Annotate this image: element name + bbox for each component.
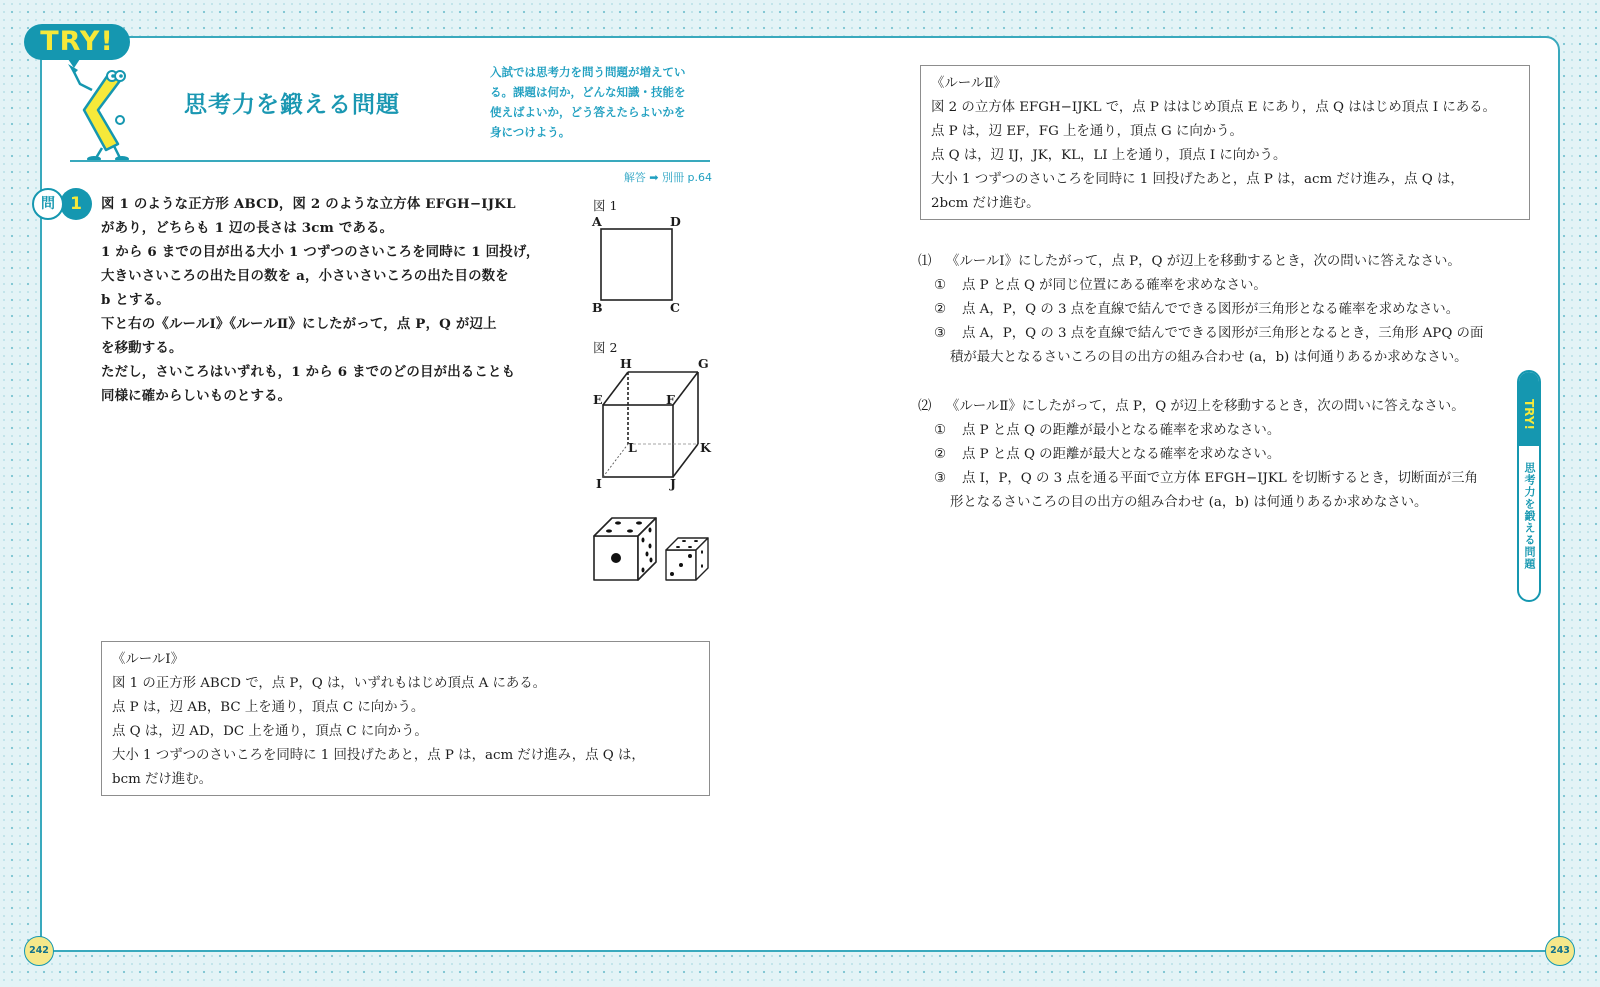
subquestion-text: 《ルールⅡ》にしたがって，点 P，Q が辺上を移動するとき，次の問いに答えなさい。 [946, 399, 1465, 414]
section-side-tab[interactable] [1517, 370, 1541, 602]
subquestion-marker: ⑵ [918, 399, 932, 414]
subquestion-1-item-3 [918, 322, 1536, 346]
answer-reference-link[interactable]: 解答 ➡ 別冊 p.64 [623, 171, 712, 184]
subquestion-1 [918, 250, 1536, 370]
question-line: 1 から 6 までの目が出る大小 1 つずつのさいころを同時に 1 回投げ， [101, 244, 540, 260]
rule-1-line: 大小 1 つずつのさいころを同時に 1 回投げたあと，点 P は，acm だけ進み，点 Q は， [112, 748, 645, 763]
question-body [101, 192, 551, 408]
vertex-c: C [670, 300, 680, 315]
item-text: 点 P と点 Q の距離が最小となる確率を求めなさい。 [962, 423, 1281, 438]
dice-pair-icon [592, 516, 714, 584]
subquestion-2-item-1 [918, 419, 1536, 443]
question-number-badge: 1 [60, 188, 92, 220]
subquestion-2-item-3-continued: 形となるさいころの目の出方の組み合わせ (a，b) は何通りあるか求めなさい。 [950, 495, 1428, 510]
subquestion-1-head [918, 250, 1536, 274]
vertex-g: G [698, 356, 709, 371]
subquestion-marker: ⑴ [918, 254, 932, 269]
subquestion-1-item-1 [918, 274, 1536, 298]
vertex-b: B [592, 300, 603, 315]
rule-1-box [101, 641, 710, 796]
vertex-h: H [620, 356, 632, 371]
item-text: 点 P と点 Q の距離が最大となる確率を求めなさい。 [962, 447, 1281, 462]
page-number-right: 243 [1545, 936, 1575, 966]
subquestion-2-head [918, 395, 1536, 419]
vertex-f: F [666, 392, 675, 407]
item-marker: ② [934, 447, 947, 462]
item-marker: ③ [934, 326, 947, 341]
question-line: 図 1 のような正方形 ABCD，図 2 のような立方体 EFGH−IJKL [101, 196, 516, 212]
mascot-icon [66, 64, 140, 162]
figure-2-label: 図 2 [593, 340, 618, 355]
square-abcd-figure [600, 228, 675, 303]
item-text: 点 A，P，Q の 3 点を直線で結んでできる図形が三角形となるとき，三角形 APQ の面 [962, 326, 1484, 341]
item-text: 点 I，P，Q の 3 点を通る平面で立方体 EFGH−IJKL を切断するとき，切断面が三角 [962, 471, 1478, 486]
question-label [32, 188, 92, 220]
intro-line: 使えばよいか，どう答えたらよいかを [490, 105, 686, 119]
item-marker: ① [934, 423, 947, 438]
intro-line: 身につけよう。 [490, 125, 571, 139]
item-text: 点 A，P，Q の 3 点を直線で結んでできる図形が三角形となる確率を求めなさい。 [962, 302, 1460, 317]
question-line: 大きいさいころの出た目の数を a，小さいさいころの出た目の数を [101, 268, 509, 284]
rule-1-line: 図 1 の正方形 ABCD で，点 P，Q は，いずれもはじめ頂点 A にある。 [112, 676, 547, 691]
rule-2-line: 大小 1 つずつのさいころを同時に 1 回投げたあと，点 P は，acm だけ進み，点 Q は， [931, 172, 1464, 187]
vertex-l: L [628, 440, 637, 455]
subquestion-1-item-3-continued: 積が最大となるさいころの目の出方の組み合わせ (a，b) は何通りあるか求めなさい。 [950, 350, 1468, 365]
side-tab-badge: TRY! [1519, 372, 1539, 446]
subquestion-2-item-3 [918, 467, 1536, 491]
item-text: 点 P と点 Q が同じ位置にある確率を求めなさい。 [962, 278, 1267, 293]
question-line: 同様に確からしいものとする。 [101, 388, 292, 404]
rule-2-box [920, 65, 1530, 220]
item-marker: ① [934, 278, 947, 293]
item-marker: ③ [934, 471, 947, 486]
rule-2-line: 点 P は，辺 EF，FG 上を通り，頂点 G に向かう。 [931, 124, 1243, 139]
vertex-k: K [700, 440, 711, 455]
vertex-d: D [670, 214, 681, 229]
page-number-left: 242 [24, 936, 54, 966]
vertex-a: A [592, 214, 602, 229]
cube-efgh-ijkl-figure [598, 368, 702, 482]
intro-line: る。課題は何か，どんな知識・技能を [490, 85, 686, 99]
rule-1-title: 《ルールⅠ》 [112, 652, 184, 667]
vertex-j: J [670, 476, 676, 491]
question-mark-badge: 問 [32, 188, 64, 220]
subquestion-2-item-2 [918, 443, 1536, 467]
rule-2-line: 図 2 の立方体 EFGH−IJKL で，点 P ははじめ頂点 E にあり，点 Q ははじめ頂点 I にある。 [931, 100, 1496, 115]
subquestion-2 [918, 395, 1536, 515]
rule-2-line: 点 Q は，辺 IJ，JK，KL，LI 上を通り，頂点 I に向かう。 [931, 148, 1287, 163]
intro-text [490, 62, 714, 142]
vertex-i: I [596, 476, 602, 491]
rule-1-line: 点 Q は，辺 AD，DC 上を通り，頂点 C に向かう。 [112, 724, 428, 739]
rule-1-line: bcm だけ進む。 [112, 772, 212, 787]
intro-line: 入試では思考力を問う問題が増えてい [490, 65, 686, 79]
question-line: ただし，さいころはいずれも，1 から 6 までのどの目が出ることも [101, 364, 516, 380]
subquestion-text: 《ルールⅠ》にしたがって，点 P，Q が辺上を移動するとき，次の問いに答えなさい。 [946, 254, 1461, 269]
item-marker: ② [934, 302, 947, 317]
question-line: b とする。 [101, 292, 170, 308]
header-divider [70, 160, 710, 162]
question-line: 下と右の《ルールⅠ》《ルールⅡ》にしたがって，点 P，Q が辺上 [101, 316, 497, 332]
rule-1-line: 点 P は，辺 AB，BC 上を通り，頂点 C に向かう。 [112, 700, 425, 715]
rule-2-line: 2bcm だけ進む。 [931, 196, 1040, 211]
rule-2-title: 《ルールⅡ》 [931, 76, 1007, 91]
side-tab-label: 思考力を鍛える問題 [1523, 462, 1536, 570]
subquestion-1-item-2 [918, 298, 1536, 322]
figure-1-label: 図 1 [593, 198, 618, 213]
try-badge: TRY! [24, 24, 130, 60]
question-line: があり，どちらも 1 辺の長さは 3cm である。 [101, 220, 394, 236]
page-title: 思考力を鍛える問題 [184, 92, 400, 118]
vertex-e: E [593, 392, 603, 407]
question-line: を移動する。 [101, 340, 183, 356]
